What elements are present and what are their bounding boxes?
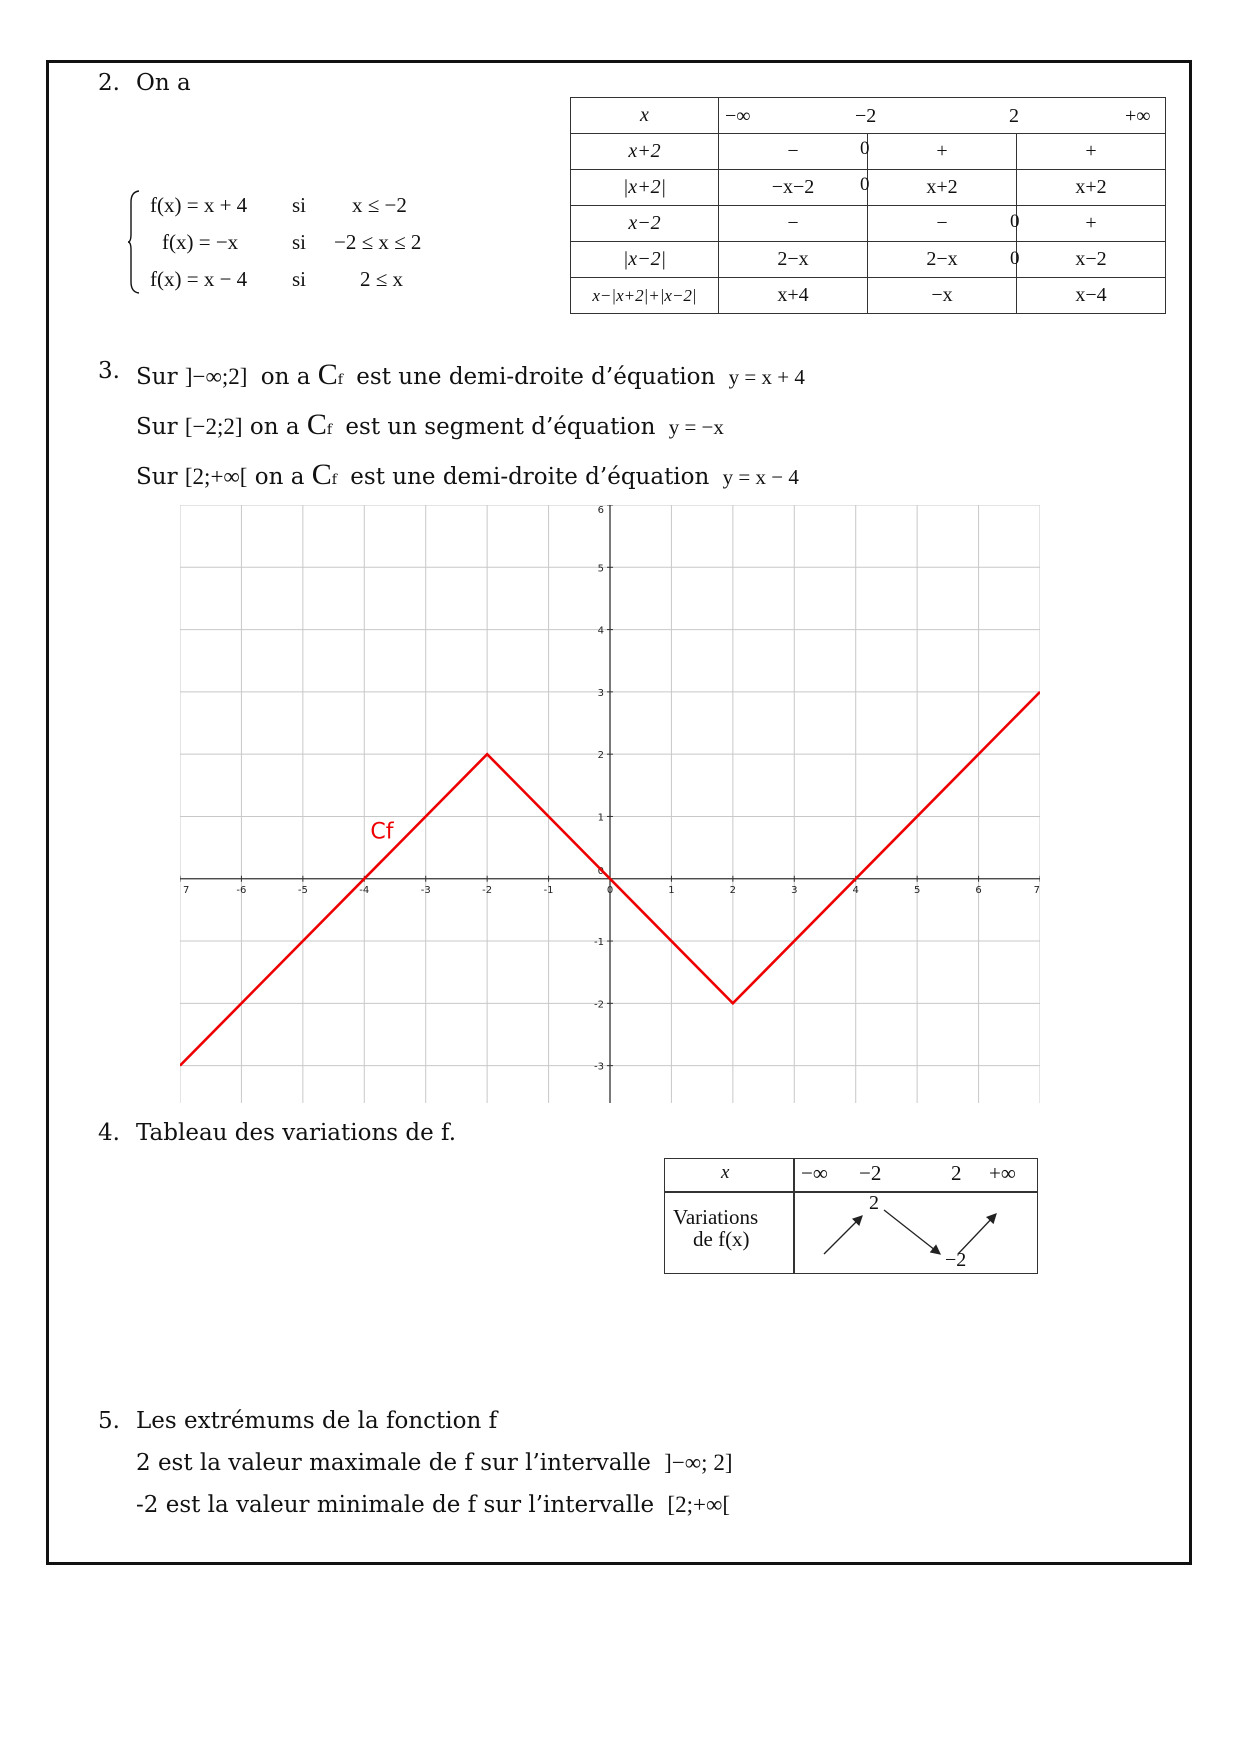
var-min-value: −2 <box>945 1249 967 1271</box>
q3-interval: [−2;2] <box>184 414 243 439</box>
zero-mark: 0 <box>1010 248 1020 269</box>
var-x-2: 2 <box>951 1161 962 1185</box>
sign-header-values <box>719 98 1166 134</box>
table-cell: −x−2 <box>719 170 868 206</box>
y-tick-label: 1 <box>597 812 604 824</box>
x-tick-label: 1 <box>668 884 675 896</box>
q5-title: Les extrémums de la fonction f <box>136 1408 498 1434</box>
q3-sur: Sur <box>136 414 178 440</box>
y-tick-label: 5 <box>597 563 604 575</box>
row-label: |x+2| <box>571 170 719 206</box>
x-tick-label: 5 <box>913 884 921 896</box>
sign-header-minus-inf: −∞ <box>725 105 751 127</box>
curve-subscript: f <box>326 422 333 438</box>
y-tick-label: -2 <box>594 999 604 1011</box>
table-cell: x+2 <box>1017 170 1166 206</box>
q3-desc: est un segment d’équation <box>345 414 656 440</box>
table-cell: + <box>1017 134 1166 170</box>
x-tick-label: -5 <box>297 884 308 896</box>
table-cell: 2−x <box>719 242 868 278</box>
x-tick-label: 0 <box>606 884 614 896</box>
sign-header-2: 2 <box>1009 105 1019 127</box>
system-line-1-lhs: f(x) = x + 4 <box>150 193 248 217</box>
function-graph <box>180 505 1040 1103</box>
increasing-arrow <box>958 1214 996 1254</box>
table-cell: + <box>868 134 1017 170</box>
x-tick-label: 6 <box>975 884 982 896</box>
table-cell: x+2 <box>868 170 1017 206</box>
variation-table <box>664 1158 1038 1274</box>
y-tick-label: 4 <box>597 625 604 637</box>
q4-number: 4. <box>98 1120 120 1146</box>
table-row <box>571 242 1166 278</box>
var-x-plus-inf: +∞ <box>989 1161 1016 1185</box>
increasing-arrow <box>824 1216 862 1254</box>
decreasing-arrow <box>884 1210 940 1254</box>
var-row-label-1: Variations <box>673 1205 759 1229</box>
q2-number: 2. <box>98 70 120 96</box>
curve-symbol: C <box>306 408 327 441</box>
system-line-3-lhs: f(x) = x − 4 <box>150 267 248 291</box>
table-cell: x+4 <box>719 278 868 314</box>
curve-subscript: f <box>337 372 343 388</box>
x-tick-label: -1 <box>543 884 554 896</box>
table-cell: −x <box>868 278 1017 314</box>
system-line-1-si: si <box>292 193 307 217</box>
q3-on-a: on a <box>249 414 300 440</box>
table-cell: 2−x <box>868 242 1017 278</box>
x-tick-label: 4 <box>852 884 859 896</box>
sign-header-minus-2: −2 <box>855 105 877 127</box>
system-line-2-si: si <box>292 230 307 254</box>
curve-symbol: C <box>311 458 332 491</box>
axes <box>180 505 1040 1103</box>
q3-interval: ]−∞;2] <box>184 364 248 389</box>
system-line-2-lhs: f(x) = −x <box>162 230 239 254</box>
system-line-3-si: si <box>292 267 307 291</box>
row-label: |x−2| <box>571 242 719 278</box>
x-tick-label: 7 <box>1033 884 1040 896</box>
q3-on-a: on a <box>254 464 305 490</box>
q3-equation: y = x + 4 <box>728 365 805 389</box>
y-tick-label: 3 <box>597 687 604 699</box>
q3-on-a: on a <box>260 364 311 390</box>
q5-line-2-text: -2 est la valeur minimale de f sur l’intervalle <box>136 1492 655 1518</box>
curve-subscript: f <box>331 472 337 488</box>
zero-mark: 0 <box>860 174 870 195</box>
table-row <box>571 206 1166 242</box>
table-cell: − <box>719 134 868 170</box>
system-brace <box>128 190 140 294</box>
x-tick-label: 3 <box>791 884 798 896</box>
var-max-value: 2 <box>869 1192 879 1214</box>
x-tick-label: 2 <box>729 884 737 896</box>
curve-label: Cf <box>370 819 394 845</box>
table-cell: x−4 <box>1017 278 1166 314</box>
var-row-label-2: de f(x) <box>693 1227 750 1251</box>
sign-table <box>570 97 1166 314</box>
y-tick-label: 2 <box>597 750 604 762</box>
q3-equation: y = x − 4 <box>722 465 799 489</box>
table-cell: + <box>1017 206 1166 242</box>
table-cell: − <box>719 206 868 242</box>
y-tick-label: 6 <box>597 505 604 516</box>
row-label: x−2 <box>571 206 719 242</box>
table-cell: x−2 <box>1017 242 1166 278</box>
x-tick-label: -3 <box>420 884 431 896</box>
q2-intro: On a <box>136 70 191 96</box>
x-tick-label: 7 <box>183 884 190 896</box>
q5-line-1-interval: ]−∞; 2] <box>664 1450 733 1475</box>
q5-line-2-interval: [2;+∞[ <box>667 1492 730 1517</box>
y-tick-label: -3 <box>594 1061 604 1073</box>
q3-line-2 <box>136 408 724 442</box>
y-tick-label: -1 <box>594 937 604 949</box>
q3-desc: est une demi-droite d’équation <box>350 464 710 490</box>
row-label: x−|x+2|+|x−2| <box>571 278 719 314</box>
zero-mark: 0 <box>1010 211 1020 232</box>
q4-text: Tableau des variations de f. <box>136 1120 457 1146</box>
q3-sur: Sur <box>136 464 178 490</box>
q5-line-2 <box>136 1492 730 1518</box>
table-row <box>571 278 1166 314</box>
q3-line-3 <box>136 458 799 492</box>
q3-sur: Sur <box>136 364 178 390</box>
table-cell: − <box>868 206 1017 242</box>
sign-header-plus-inf: +∞ <box>1125 105 1151 127</box>
zero-mark: 0 <box>860 138 870 159</box>
variation-arrows <box>794 1192 1038 1274</box>
q3-equation: y = −x <box>668 415 724 439</box>
origin-label: 0 <box>597 865 604 877</box>
system-line-2-cond: −2 ≤ x ≤ 2 <box>334 230 422 254</box>
x-tick-label: -6 <box>236 884 247 896</box>
sign-table-header <box>571 98 1166 134</box>
q3-line-1 <box>136 358 805 392</box>
x-tick-label: -2 <box>482 884 493 896</box>
var-x-label: x <box>721 1162 730 1183</box>
sign-header-label: x <box>571 98 719 134</box>
q3-desc: est une demi-droite d’équation <box>356 364 716 390</box>
q3-number: 3. <box>98 358 120 384</box>
q5-line-1-text: 2 est la valeur maximale de f sur l’intervalle <box>136 1450 651 1476</box>
row-label: x+2 <box>571 134 719 170</box>
q3-interval: [2;+∞[ <box>184 464 248 489</box>
curve-symbol: C <box>317 358 338 391</box>
system-line-1-cond: x ≤ −2 <box>352 193 407 217</box>
var-x-minus-inf: −∞ <box>801 1161 828 1185</box>
var-x-minus-2: −2 <box>859 1161 882 1185</box>
q5-line-1 <box>136 1450 732 1476</box>
q5-number: 5. <box>98 1408 120 1434</box>
x-tick-label: -4 <box>359 884 370 896</box>
system-line-3-cond: 2 ≤ x <box>360 267 404 291</box>
